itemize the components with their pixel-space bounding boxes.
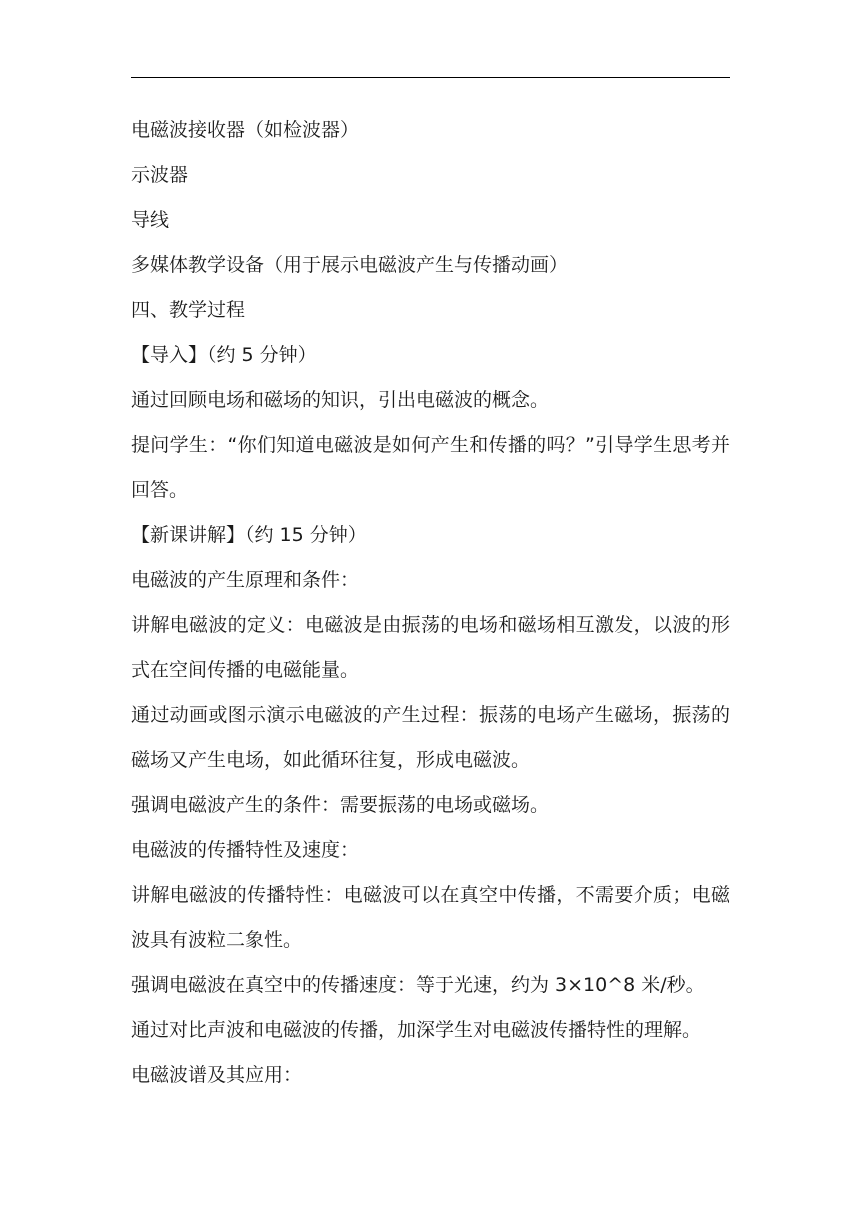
- paragraph-demonstration: 通过动画或图示演示电磁波的产生过程：振荡的电场产生磁场，振荡的磁场又产生电场，如此循环往复，形成电磁波。: [131, 704, 730, 771]
- topic-heading-propagation: 电磁波的传播特性及速度：: [131, 839, 360, 861]
- paragraph-question: 提问学生：“你们知道电磁波是如何产生和传播的吗？”引导学生思考并回答。: [131, 434, 730, 501]
- topic-heading-generation: 电磁波的产生原理和条件：: [131, 569, 360, 591]
- paragraph-review: 通过回顾电场和磁场的知识，引出电磁波的概念。: [131, 389, 550, 411]
- subsection-heading-intro: 【导入】（约 5 分钟）: [131, 344, 317, 366]
- section-heading-teaching-process: 四、教学过程: [131, 299, 246, 321]
- header-rule: [131, 77, 730, 78]
- paragraph-speed: 强调电磁波在真空中的传播速度：等于光速，约为 3×10^8 米/秒。: [131, 974, 705, 996]
- paragraph-conditions: 强调电磁波产生的条件：需要振荡的电场或磁场。: [131, 794, 550, 816]
- list-item-multimedia: 多媒体教学设备（用于展示电磁波产生与传播动画）: [131, 254, 569, 276]
- list-item-wire: 导线: [131, 209, 170, 231]
- subsection-heading-new-lesson: 【新课讲解】（约 15 分钟）: [131, 524, 367, 546]
- list-item-oscilloscope: 示波器: [131, 164, 189, 186]
- paragraph-propagation-properties: 讲解电磁波的传播特性：电磁波可以在真空中传播，不需要介质；电磁波具有波粒二象性。: [131, 884, 730, 951]
- document-body: [131, 108, 730, 1098]
- topic-heading-spectrum: 电磁波谱及其应用：: [131, 1064, 303, 1086]
- paragraph-definition: 讲解电磁波的定义：电磁波是由振荡的电场和磁场相互激发，以波的形式在空间传播的电磁能量。: [131, 614, 730, 681]
- paragraph-comparison: 通过对比声波和电磁波的传播，加深学生对电磁波传播特性的理解。: [131, 1019, 702, 1041]
- list-item-receiver: 电磁波接收器（如检波器）: [131, 119, 360, 141]
